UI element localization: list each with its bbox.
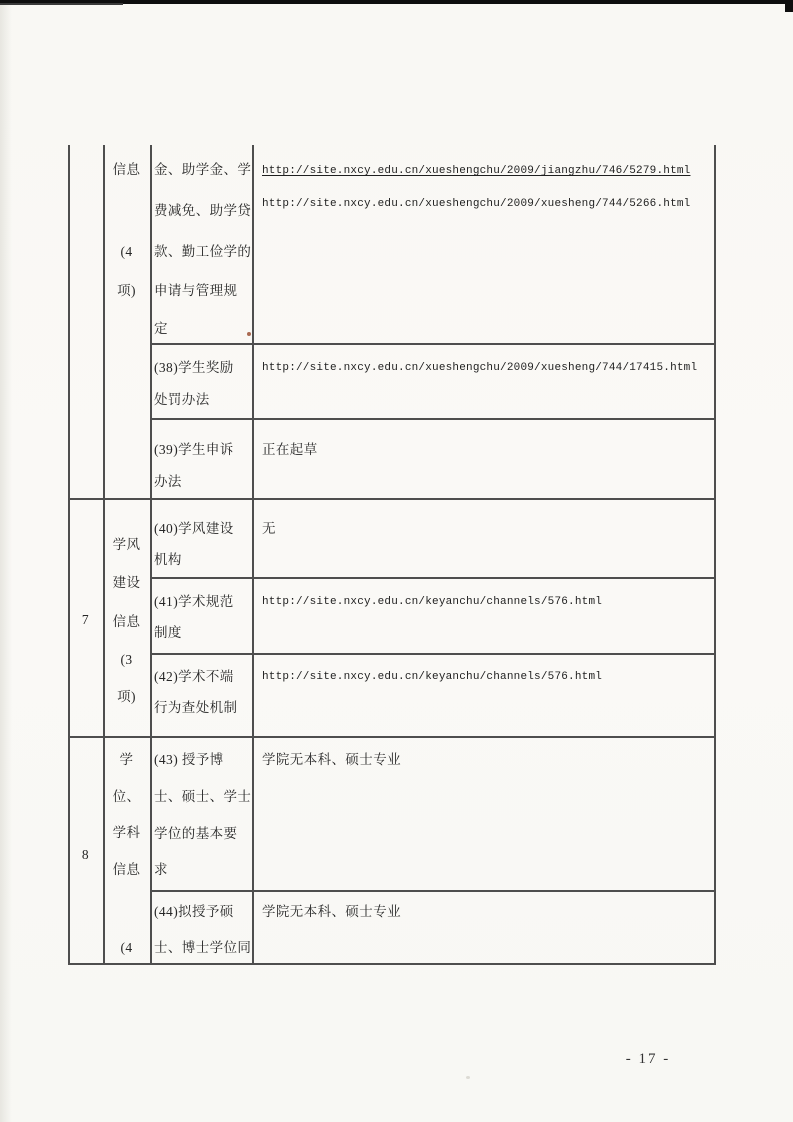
row-number: 8 bbox=[81, 847, 90, 862]
item-line: 制度 bbox=[154, 625, 182, 640]
item-line: 办法 bbox=[154, 474, 182, 489]
category-line: 信息 bbox=[112, 614, 141, 629]
content-text: 正在起草 bbox=[262, 442, 318, 457]
left-edge-shadow bbox=[0, 0, 12, 1122]
scan-speck bbox=[466, 1076, 470, 1079]
content-url: http://site.nxcy.edu.cn/keyanchu/channels/576.html bbox=[262, 596, 603, 608]
table-border-horizontal bbox=[68, 736, 716, 738]
category-line: 信息 bbox=[112, 862, 141, 877]
item-line: (40)学风建设 bbox=[154, 521, 234, 536]
category-line: (4 bbox=[120, 244, 133, 259]
item-line: 求 bbox=[154, 862, 168, 877]
item-line: (39)学生申诉 bbox=[154, 442, 234, 457]
scan-edge-top-right-corner bbox=[785, 0, 793, 12]
item-line: 金、助学金、学 bbox=[154, 162, 252, 177]
content-text: 无 bbox=[262, 521, 276, 536]
item-line: 定 bbox=[154, 321, 168, 336]
category-line: 学科 bbox=[112, 825, 141, 840]
scan-edge-top-shade bbox=[0, 3, 123, 5]
table-border-vertical bbox=[252, 145, 254, 963]
item-line: 处罚办法 bbox=[154, 392, 210, 407]
page-number: - 17 - bbox=[625, 1051, 671, 1067]
category-line: 位、 bbox=[112, 789, 141, 804]
item-line: 费减免、助学贷 bbox=[154, 203, 252, 218]
content-url: http://site.nxcy.edu.cn/keyanchu/channels/576.html bbox=[262, 671, 603, 683]
table-border-horizontal bbox=[68, 498, 716, 500]
category-line: (3 bbox=[120, 652, 133, 667]
table-border-vertical bbox=[68, 145, 70, 963]
row-number: 7 bbox=[81, 612, 90, 627]
category-line: 学风 bbox=[112, 537, 141, 552]
content-text: 学院无本科、硕士专业 bbox=[262, 752, 401, 767]
item-line: 士、博士学位同 bbox=[154, 940, 252, 955]
table-border-horizontal bbox=[150, 653, 715, 655]
item-line: 机构 bbox=[154, 552, 182, 567]
category-line: 信息 bbox=[112, 162, 141, 177]
item-line: (41)学术规范 bbox=[154, 594, 234, 609]
table-border-vertical bbox=[714, 145, 716, 963]
content-text: 学院无本科、硕士专业 bbox=[262, 904, 401, 919]
category-line: 学 bbox=[119, 752, 134, 767]
item-line: (42)学术不端 bbox=[154, 669, 234, 684]
item-line: 申请与管理规 bbox=[154, 283, 238, 298]
table-border-horizontal bbox=[150, 418, 715, 420]
category-line: 建设 bbox=[112, 575, 141, 590]
table-border-vertical bbox=[150, 145, 152, 963]
category-line: (4 bbox=[120, 940, 133, 955]
content-url: http://site.nxcy.edu.cn/xueshengchu/2009/xuesheng/744/5266.html bbox=[262, 198, 691, 210]
item-line: 款、勤工俭学的 bbox=[154, 244, 252, 259]
item-line: (44)拟授予硕 bbox=[154, 904, 234, 919]
item-line: (43) 授予博 bbox=[154, 752, 224, 767]
table-border-horizontal bbox=[150, 343, 715, 345]
item-line: 学位的基本要 bbox=[154, 826, 238, 841]
table-border-horizontal bbox=[150, 890, 715, 892]
content-url: http://site.nxcy.edu.cn/xueshengchu/2009/xuesheng/744/17415.html bbox=[262, 362, 698, 374]
item-line: 士、硕士、学士 bbox=[154, 789, 252, 804]
table-border-horizontal bbox=[150, 577, 715, 579]
table-border-horizontal bbox=[68, 963, 716, 965]
category-line: 项) bbox=[117, 689, 136, 704]
item-line: 行为查处机制 bbox=[154, 700, 238, 715]
item-line: (38)学生奖励 bbox=[154, 360, 234, 375]
category-line: 项) bbox=[117, 283, 136, 298]
content-url: http://site.nxcy.edu.cn/xueshengchu/2009/jiangzhu/746/5279.html bbox=[262, 165, 691, 177]
scan-speck bbox=[247, 332, 251, 336]
